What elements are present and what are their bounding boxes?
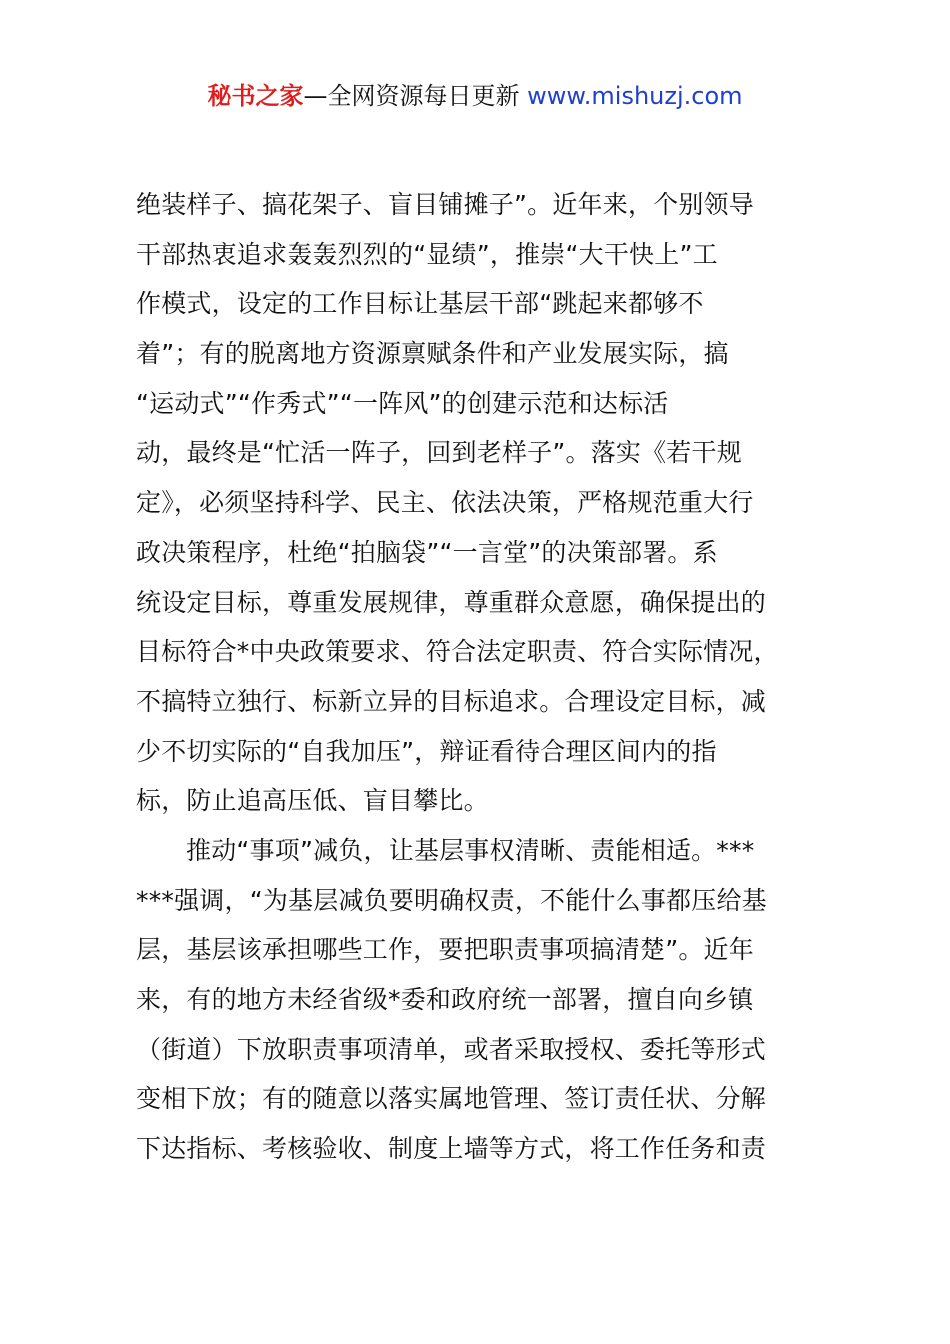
header-tagline: —全网资源每日更新 bbox=[303, 82, 528, 110]
text-line: 层，基层该承担哪些工作，要把职责事项搞清楚”。近年 bbox=[136, 935, 754, 965]
site-url-link[interactable]: www.mishuzj.com bbox=[527, 82, 743, 110]
text-line: 变相下放；有的随意以落实属地管理、签订责任状、分解 bbox=[136, 1084, 767, 1114]
paragraph-first-line: 推动“事项”减负，让基层事权清晰、责能相适。*** bbox=[186, 835, 755, 865]
text-line: （街道）下放职责事项清单，或者采取授权、委托等形式 bbox=[136, 1034, 767, 1064]
text-line: 绝装样子、搞花架子、盲目铺摊子”。近年来，个别领导 bbox=[136, 190, 754, 219]
text-line: 下达指标、考核验收、制度上墙等方式，将工作任务和责 bbox=[136, 1134, 767, 1164]
text-line: 目标符合*中央政策要求、符合法定职责、符合实际情况， bbox=[136, 637, 779, 667]
text-line: 标，防止追高压低、盲目攀比。 bbox=[136, 786, 489, 816]
text-line: 定》，必须坚持科学、民主、依法决策，严格规范重大行 bbox=[136, 488, 754, 518]
page-header bbox=[0, 80, 950, 112]
text-line: 干部热衷追求轰轰烈烈的“显绩”，推崇“大干快上”工 bbox=[136, 239, 718, 269]
text-line: 少不切实际的“自我加压”，辩证看待合理区间内的指 bbox=[136, 736, 717, 766]
text-line: 着”；有的脱离地方资源禀赋条件和产业发展实际，搞 bbox=[136, 339, 729, 369]
text-line: 动，最终是“忙活一阵子，回到老样子”。落实《若干规 bbox=[136, 438, 742, 468]
text-line: 政决策程序，杜绝“拍脑袋”“一言堂”的决策部署。系 bbox=[136, 537, 718, 567]
text-line: 作模式，设定的工作目标让基层干部“跳起来都够不 bbox=[136, 289, 704, 319]
text-line: “运动式”“作秀式”“一阵风”的创建示范和达标活 bbox=[136, 388, 669, 418]
text-line: 不搞特立独行、标新立异的目标追求。合理设定目标，减 bbox=[136, 686, 767, 716]
text-line: 来，有的地方未经省级*委和政府统一部署，擅自向乡镇 bbox=[136, 985, 754, 1014]
brand-name: 秘书之家 bbox=[207, 82, 304, 110]
text-line: 统设定目标，尊重发展规律，尊重群众意愿，确保提出的 bbox=[136, 587, 767, 617]
text-line: ***强调，“为基层减负要明确权责，不能什么事都压给基 bbox=[136, 885, 767, 915]
body-text bbox=[136, 180, 812, 1174]
